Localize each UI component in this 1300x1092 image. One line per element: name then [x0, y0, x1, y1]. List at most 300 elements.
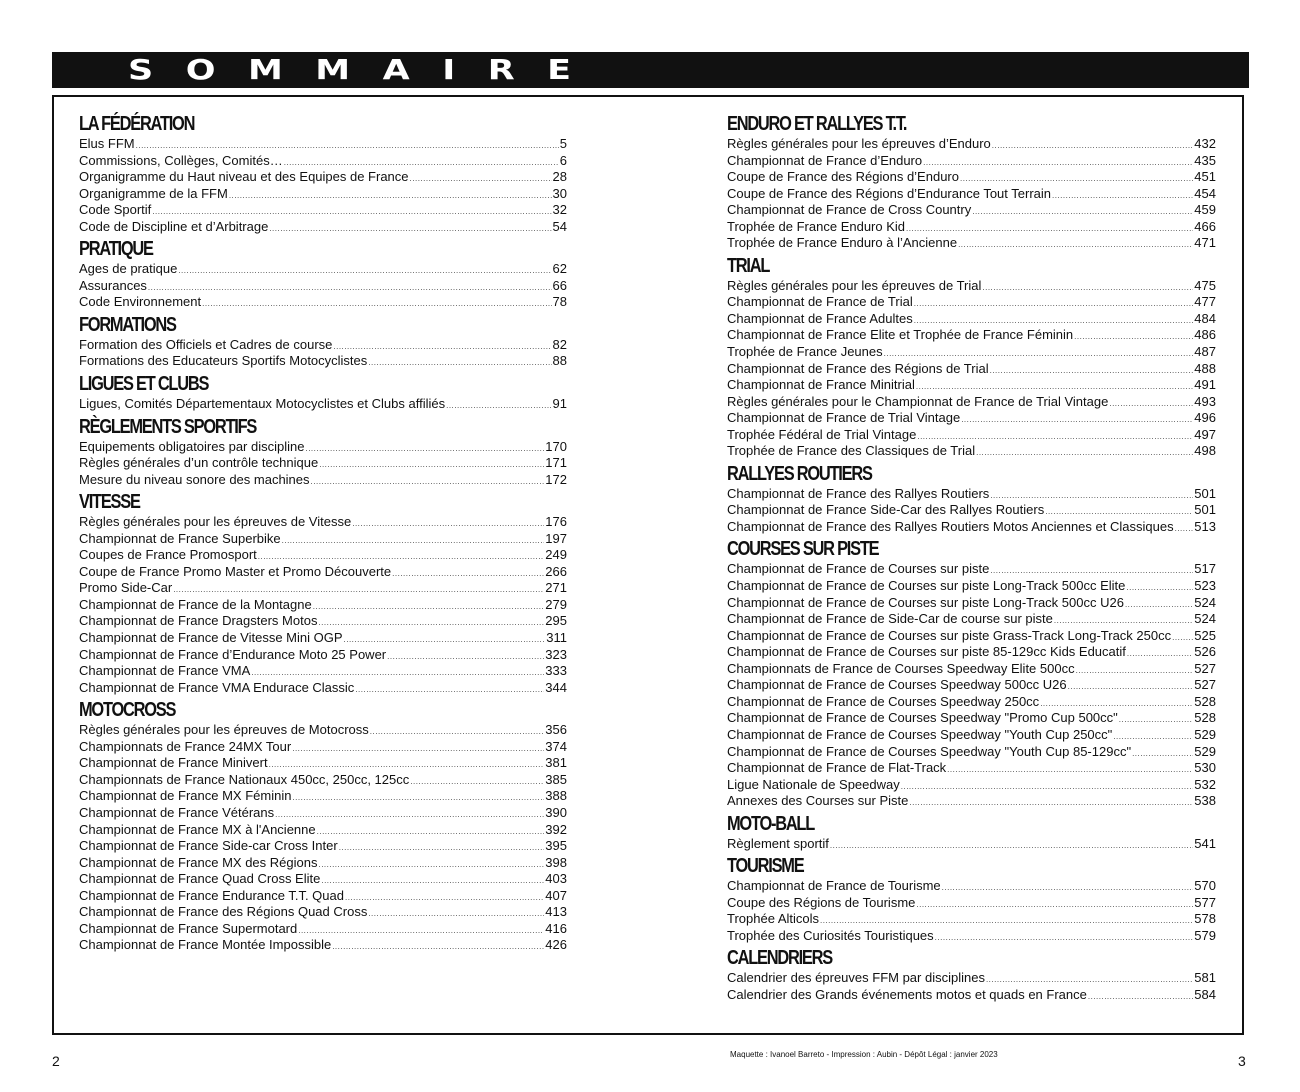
entry-page-number: 527 [1194, 660, 1216, 676]
dot-leader [332, 939, 544, 956]
entry-page-number: 517 [1194, 561, 1216, 577]
entry-page-number: 584 [1194, 986, 1216, 1002]
entry-page-number: 279 [545, 596, 567, 612]
entry-label: Coupes de France Promosport [79, 547, 257, 563]
toc-entry[interactable] [79, 169, 567, 186]
dot-leader [311, 474, 545, 491]
entry-label: Championnat de France MX à l'Ancienne [79, 821, 316, 837]
dot-leader [292, 741, 544, 758]
dot-leader [976, 445, 1193, 462]
entry-label: Championnat de France de Courses Speedway "Promo Cup 500cc" [727, 710, 1118, 726]
entry-page-number: 497 [1194, 426, 1216, 442]
right-column [727, 110, 1216, 1004]
toc-entry[interactable] [727, 895, 1216, 912]
entry-label: Organigramme de la FFM [79, 185, 228, 201]
toc-entry[interactable] [79, 514, 567, 531]
toc-entry[interactable] [79, 136, 567, 153]
toc-entry[interactable] [727, 394, 1216, 411]
toc-entry[interactable] [79, 680, 567, 697]
entry-page-number: 356 [545, 722, 567, 738]
toc-entry[interactable] [727, 987, 1216, 1004]
left-column [79, 110, 567, 954]
entry-page-number: 28 [552, 169, 567, 185]
entry-label: Championnat de France de Courses sur piste 85-129cc Kids Educatif [727, 644, 1126, 660]
dot-leader [387, 649, 544, 666]
toc-entry[interactable] [727, 311, 1216, 328]
entry-page-number: 579 [1194, 927, 1216, 943]
toc-entry[interactable] [727, 377, 1216, 394]
toc-entry[interactable] [727, 361, 1216, 378]
entry-label: Championnat de France VMA Endurace Classic [79, 679, 355, 695]
section-title: RÈGLEMENTS SPORTIFS [79, 415, 257, 438]
entry-label: Championnat de France Minitrial [727, 377, 915, 393]
entry-label: Championnat de France de la Montagne [79, 596, 312, 612]
dot-leader [305, 441, 544, 458]
entry-label: Règles générales pour les épreuves d’Enduro [727, 136, 991, 151]
entry-label: Championnat de France Dragsters Motos [79, 613, 318, 629]
section-title: TRIAL [727, 254, 770, 277]
dot-leader [942, 880, 1194, 897]
entry-page-number: 390 [545, 804, 567, 820]
toc-entry[interactable] [727, 219, 1216, 236]
dot-leader [1109, 396, 1193, 413]
entry-label: Championnat de France Elite et Trophée de France Féminin [727, 327, 1074, 343]
toc-entry[interactable] [79, 580, 567, 597]
toc-entry[interactable] [727, 970, 1216, 987]
entry-page-number: 451 [1194, 169, 1216, 185]
entry-page-number: 311 [546, 630, 567, 646]
entry-label: Championnat de France de Courses Speedway 250cc [727, 693, 1040, 709]
entry-label: Championnat de France Minivert [79, 755, 268, 771]
toc-entry[interactable] [79, 630, 567, 647]
entry-label: Championnat de France de Courses sur piste Grass-Track Long-Track 250cc [727, 627, 1172, 643]
entry-page-number: 323 [545, 646, 567, 662]
entry-page-number: 88 [552, 353, 567, 369]
toc-entry[interactable] [79, 455, 567, 472]
entry-label: Championnat de France MX des Régions [79, 854, 318, 870]
toc-entry[interactable] [727, 344, 1216, 361]
section-title: FORMATIONS [79, 313, 176, 336]
toc-entry[interactable] [727, 561, 1216, 578]
toc-entry[interactable] [727, 278, 1216, 295]
entry-page-number: 197 [545, 530, 567, 546]
toc-entry[interactable] [79, 531, 567, 548]
credits-line: Maquette : Ivanoel Barreto - Impression : Aubin - Dépôt Légal : janvier 2023 [730, 1050, 998, 1059]
entry-page-number: 541 [1194, 835, 1216, 851]
dot-leader [982, 280, 1193, 297]
entry-page-number: 171 [545, 455, 567, 471]
entry-label: Championnat de France de Courses sur piste Long-Track 500cc U26 [727, 594, 1124, 610]
section-title: TOURISME [727, 855, 804, 878]
toc-entry[interactable] [79, 739, 567, 756]
dot-leader [1127, 646, 1193, 663]
dot-leader [345, 890, 544, 907]
entry-label: Championnat de France de Courses Speedway "Youth Cup 250cc" [727, 726, 1113, 742]
dot-leader [1119, 712, 1194, 729]
section-title: RALLYES ROUTIERS [727, 462, 872, 485]
entry-label: Ligue Nationale de Speedway [727, 776, 900, 792]
entry-label: Commissions, Collèges, Comités… [79, 152, 283, 168]
toc-entry[interactable] [727, 186, 1216, 203]
entry-label: Championnat de France Montée Impossible [79, 937, 332, 953]
dot-leader [1132, 746, 1193, 763]
dot-leader [1172, 630, 1193, 647]
toc-entry[interactable] [727, 595, 1216, 612]
entry-label: Trophée de France Enduro Kid [727, 218, 906, 234]
toc-entry[interactable] [727, 294, 1216, 311]
dot-leader [1126, 580, 1193, 597]
entry-label: Championnat de France Side-Car des Rallyes Routiers [727, 502, 1045, 518]
entry-page-number: 526 [1194, 644, 1216, 660]
entry-page-number: 91 [552, 396, 567, 412]
entry-page-number: 577 [1194, 894, 1216, 910]
entry-label: Formations des Educateurs Sportifs Motocyclistes [79, 353, 368, 369]
entry-label: Calendrier des épreuves FFM par disciplines [727, 970, 985, 986]
entry-label: Trophée de France Jeunes [727, 344, 883, 360]
toc-entry[interactable] [79, 278, 567, 295]
entry-page-number: 62 [552, 261, 567, 277]
toc-entry[interactable] [79, 261, 567, 278]
entry-page-number: 344 [545, 679, 567, 695]
entry-page-number: 426 [545, 937, 567, 953]
entry-page-number: 395 [545, 838, 567, 854]
dot-leader [901, 779, 1194, 796]
toc-entry[interactable] [79, 904, 567, 921]
page-number-right: 3 [1238, 1053, 1246, 1069]
dot-leader [368, 906, 544, 923]
toc-entry[interactable] [727, 710, 1216, 727]
entry-label: Championnat de France des Régions Quad Cross [79, 904, 368, 920]
toc-entry[interactable] [79, 472, 567, 489]
toc-entry[interactable] [727, 793, 1216, 810]
toc-entry[interactable] [79, 396, 567, 413]
entry-page-number: 530 [1194, 760, 1216, 776]
entry-page-number: 459 [1194, 202, 1216, 218]
toc-entry[interactable] [727, 911, 1216, 928]
entry-page-number: 6 [559, 152, 567, 168]
dot-leader [916, 897, 1193, 914]
toc-entry[interactable] [727, 519, 1216, 536]
entry-page-number: 581 [1194, 970, 1216, 986]
entry-label: Championnat de France de Flat-Track [727, 760, 947, 776]
toc-entry[interactable] [79, 202, 567, 219]
entry-page-number: 385 [545, 771, 567, 787]
entry-label: Championnat de France MX Féminin [79, 788, 292, 804]
toc-entry[interactable] [727, 502, 1216, 519]
toc-entry[interactable] [79, 597, 567, 614]
entry-page-number: 477 [1194, 294, 1216, 310]
toc-entry[interactable] [79, 647, 567, 664]
entry-page-number: 176 [545, 514, 567, 530]
entry-page-number: 266 [545, 563, 567, 579]
dot-leader [1175, 521, 1194, 538]
entry-label: Règles générales pour le Championnat de France de Trial Vintage [727, 393, 1109, 409]
entry-page-number: 5 [559, 136, 567, 151]
toc-entry[interactable] [79, 186, 567, 203]
entry-page-number: 454 [1194, 185, 1216, 201]
entry-label: Règles générales pour les épreuves de Motocross [79, 722, 369, 738]
section-title: MOTO-BALL [727, 812, 815, 835]
toc-entry[interactable] [79, 855, 567, 872]
entry-page-number: 484 [1194, 310, 1216, 326]
toc-entry[interactable] [79, 921, 567, 938]
entry-label: Championnat de France Supermotard [79, 920, 298, 936]
toc-entry[interactable] [727, 611, 1216, 628]
dot-leader [909, 795, 1193, 812]
dot-leader [972, 204, 1193, 221]
dot-leader [370, 724, 545, 741]
dot-leader [935, 930, 1194, 947]
entry-page-number: 486 [1194, 327, 1216, 343]
entry-label: Assurances [79, 277, 147, 293]
entry-label: Championnats de France de Courses Speedway Elite 500cc [727, 660, 1075, 676]
entry-page-number: 435 [1194, 152, 1216, 168]
toc-entry[interactable] [79, 337, 567, 354]
dot-leader [923, 155, 1193, 172]
dot-leader [446, 398, 551, 415]
entry-page-number: 471 [1194, 235, 1216, 251]
entry-page-number: 570 [1194, 878, 1216, 894]
dot-leader [352, 516, 544, 533]
entry-label: Coupe de France Promo Master et Promo Découverte [79, 563, 392, 579]
entry-label: Championnat de France d’Endurance Moto 25 Power [79, 646, 387, 662]
dot-leader [321, 873, 544, 890]
entry-label: Trophée Alticols [727, 911, 820, 927]
entry-label: Règles générales d’un contrôle technique [79, 455, 319, 471]
toc-entry[interactable] [79, 755, 567, 772]
entry-page-number: 529 [1194, 726, 1216, 742]
dot-leader [318, 857, 544, 874]
entry-page-number: 578 [1194, 911, 1216, 927]
entry-label: Trophée Fédéral de Trial Vintage [727, 426, 917, 442]
entry-page-number: 524 [1194, 594, 1216, 610]
entry-label: Championnat de France des Rallyes Routiers Motos Anciennes et Classiques [727, 518, 1174, 534]
toc-entry[interactable] [727, 486, 1216, 503]
entry-label: Championnat de France de Courses Speedway 500cc U26 [727, 677, 1067, 693]
toc-entry[interactable] [79, 722, 567, 739]
entry-label: Championnat de France de Side-Car de course sur piste [727, 611, 1053, 627]
entry-label: Coupe de France des Régions d’Enduro [727, 169, 959, 185]
toc-entry[interactable] [79, 547, 567, 564]
toc-entry[interactable] [79, 871, 567, 888]
entry-label: Championnat de France de Cross Country [727, 202, 972, 218]
toc-entry[interactable] [727, 410, 1216, 427]
toc-entry[interactable] [79, 439, 567, 456]
dot-leader [319, 457, 544, 474]
toc-entry[interactable] [727, 235, 1216, 252]
dot-leader [990, 363, 1194, 380]
entry-label: Organigramme du Haut niveau et des Equipes de France [79, 169, 409, 185]
entry-page-number: 513 [1194, 518, 1216, 534]
toc-entry[interactable] [79, 613, 567, 630]
toc-entry[interactable] [727, 169, 1216, 186]
entry-page-number: 487 [1194, 344, 1216, 360]
dot-leader [392, 566, 544, 583]
toc-entry[interactable] [79, 822, 567, 839]
entry-label: Elus FFM [79, 136, 135, 151]
entry-label: Championnat de France Endurance T.T. Quad [79, 887, 344, 903]
entry-label: Championnat de France VMA [79, 663, 251, 679]
entry-label: Calendrier des Grands événements motos et quads en France [727, 986, 1087, 1002]
toc-entry[interactable] [79, 788, 567, 805]
toc-entry[interactable] [79, 888, 567, 905]
entry-page-number: 493 [1194, 393, 1216, 409]
dot-leader [148, 280, 552, 297]
entry-page-number: 78 [552, 294, 567, 310]
entry-page-number: 333 [545, 663, 567, 679]
dot-leader [282, 533, 545, 550]
entry-page-number: 523 [1194, 578, 1216, 594]
entry-page-number: 172 [545, 471, 567, 487]
toc-entry[interactable] [79, 772, 567, 789]
entry-label: Championnats de France Nationaux 450cc, 250cc, 125cc [79, 771, 410, 787]
entry-label: Championnat de France de Tourisme [727, 878, 941, 894]
toc-entry[interactable] [727, 744, 1216, 761]
entry-label: Trophée de France Enduro à l’Ancienne [727, 235, 958, 251]
entry-page-number: 538 [1194, 793, 1216, 809]
entry-label: Mesure du niveau sonore des machines [79, 471, 310, 487]
dot-leader [958, 237, 1193, 254]
entry-label: Code de Discipline et d’Arbitrage [79, 218, 269, 234]
entry-label: Championnat de France de Vitesse Mini OGP [79, 630, 343, 646]
toc-entry[interactable] [79, 564, 567, 581]
entry-page-number: 407 [545, 887, 567, 903]
entry-label: Ages de pratique [79, 261, 178, 277]
dot-leader [1088, 989, 1193, 1006]
toc-entry[interactable] [727, 202, 1216, 219]
entry-page-number: 496 [1194, 410, 1216, 426]
entry-label: Règles générales pour les épreuves de Trial [727, 277, 982, 293]
entry-page-number: 524 [1194, 611, 1216, 627]
toc-entry[interactable] [727, 644, 1216, 661]
entry-page-number: 532 [1194, 776, 1216, 792]
toc-entry[interactable] [727, 153, 1216, 170]
entry-label: Règlement sportif [727, 835, 829, 851]
toc-entry[interactable] [79, 937, 567, 954]
entry-label: Code Sportif [79, 202, 152, 218]
toc-entry[interactable] [727, 136, 1216, 153]
toc-entry[interactable] [79, 663, 567, 680]
entry-page-number: 529 [1194, 743, 1216, 759]
entry-label: Trophée des Curiosités Touristiques [727, 927, 934, 943]
entry-page-number: 32 [552, 202, 567, 218]
toc-entry[interactable] [79, 219, 567, 236]
toc-entry[interactable] [727, 928, 1216, 945]
toc-entry[interactable] [727, 760, 1216, 777]
toc-entry[interactable] [727, 427, 1216, 444]
entry-label: Championnats de France 24MX Tour [79, 738, 292, 754]
dot-leader [947, 762, 1193, 779]
entry-label: Equipements obligatoires par discipline [79, 438, 305, 454]
dot-leader [298, 923, 544, 940]
entry-page-number: 170 [545, 438, 567, 454]
dot-leader [269, 221, 551, 238]
entry-label: Formation des Officiels et Cadres de course [79, 336, 333, 352]
dot-leader [410, 171, 552, 188]
toc-entry[interactable] [727, 628, 1216, 645]
section-title: LIGUES ET CLUBS [79, 373, 209, 396]
toc-entry[interactable] [727, 677, 1216, 694]
entry-page-number: 388 [545, 788, 567, 804]
toc-entry[interactable] [79, 805, 567, 822]
entry-page-number: 498 [1194, 443, 1216, 459]
entry-label: Championnat de France de Trial [727, 294, 913, 310]
toc-entry[interactable] [727, 578, 1216, 595]
entry-label: Code Environnement [79, 294, 202, 310]
toc-entry[interactable] [79, 294, 567, 311]
dot-leader [313, 599, 545, 616]
dot-leader [178, 263, 551, 280]
entry-label: Règles générales pour les épreuves de Vitesse [79, 514, 352, 530]
toc-entry[interactable] [727, 327, 1216, 344]
section-title: PRATIQUE [79, 238, 153, 261]
entry-label: Promo Side-Car [79, 580, 173, 596]
entry-page-number: 525 [1194, 627, 1216, 643]
entry-page-number: 374 [545, 738, 567, 754]
dot-leader [229, 188, 552, 205]
entry-label: Annexes des Courses sur Piste [727, 793, 909, 809]
dot-leader [1068, 679, 1194, 696]
entry-label: Championnat de France Vétérans [79, 804, 275, 820]
section-title: ENDURO ET RALLYES T.T. [727, 113, 907, 135]
entry-label: Championnat de France de Courses Speedway "Youth Cup 85-129cc" [727, 743, 1132, 759]
entry-page-number: 66 [552, 277, 567, 293]
section-title: VITESSE [79, 491, 140, 514]
entry-page-number: 398 [545, 854, 567, 870]
toc-entry[interactable] [79, 153, 567, 170]
section-title: MOTOCROSS [79, 699, 176, 722]
dot-leader [292, 790, 544, 807]
toc-entry[interactable] [727, 727, 1216, 744]
section-title: CALENDRIERS [727, 947, 832, 970]
toc-entry[interactable] [727, 694, 1216, 711]
entry-page-number: 528 [1194, 693, 1216, 709]
entry-label: Championnat de France de Courses sur piste Long-Track 500cc Elite [727, 578, 1126, 594]
page-title: SOMMAIRE [128, 53, 604, 86]
dot-leader [992, 138, 1194, 155]
entry-page-number: 54 [552, 218, 567, 234]
dot-leader [410, 774, 544, 791]
toc-entry[interactable] [727, 836, 1216, 853]
entry-label: Coupe de France des Régions d’Endurance Tout Terrain [727, 185, 1052, 201]
entry-label: Trophée de France des Classiques de Trial [727, 443, 976, 459]
toc-entry[interactable] [727, 661, 1216, 678]
entry-label: Championnat de France de Trial Vintage [727, 410, 961, 426]
entry-page-number: 392 [545, 821, 567, 837]
dot-leader [1076, 663, 1194, 680]
toc-entry[interactable] [79, 353, 567, 370]
entry-page-number: 528 [1194, 710, 1216, 726]
dot-leader [830, 838, 1193, 855]
entry-page-number: 249 [545, 547, 567, 563]
entry-page-number: 403 [545, 871, 567, 887]
entry-page-number: 381 [545, 755, 567, 771]
dot-leader [318, 615, 544, 632]
entry-label: Coupe des Régions de Tourisme [727, 894, 916, 910]
toc-entry[interactable] [727, 878, 1216, 895]
dot-leader [1125, 597, 1193, 614]
entry-label: Ligues, Comités Départementaux Motocyclistes et Clubs affiliés [79, 396, 446, 412]
dot-leader [317, 824, 545, 841]
toc-entry[interactable] [79, 838, 567, 855]
dot-leader [1074, 329, 1193, 346]
toc-entry[interactable] [727, 443, 1216, 460]
entry-label: Championnat de France d’Enduro [727, 152, 923, 168]
entry-page-number: 416 [545, 920, 567, 936]
dot-leader [961, 412, 1193, 429]
toc-entry[interactable] [727, 777, 1216, 794]
section-title: COURSES SUR PISTE [727, 538, 879, 561]
